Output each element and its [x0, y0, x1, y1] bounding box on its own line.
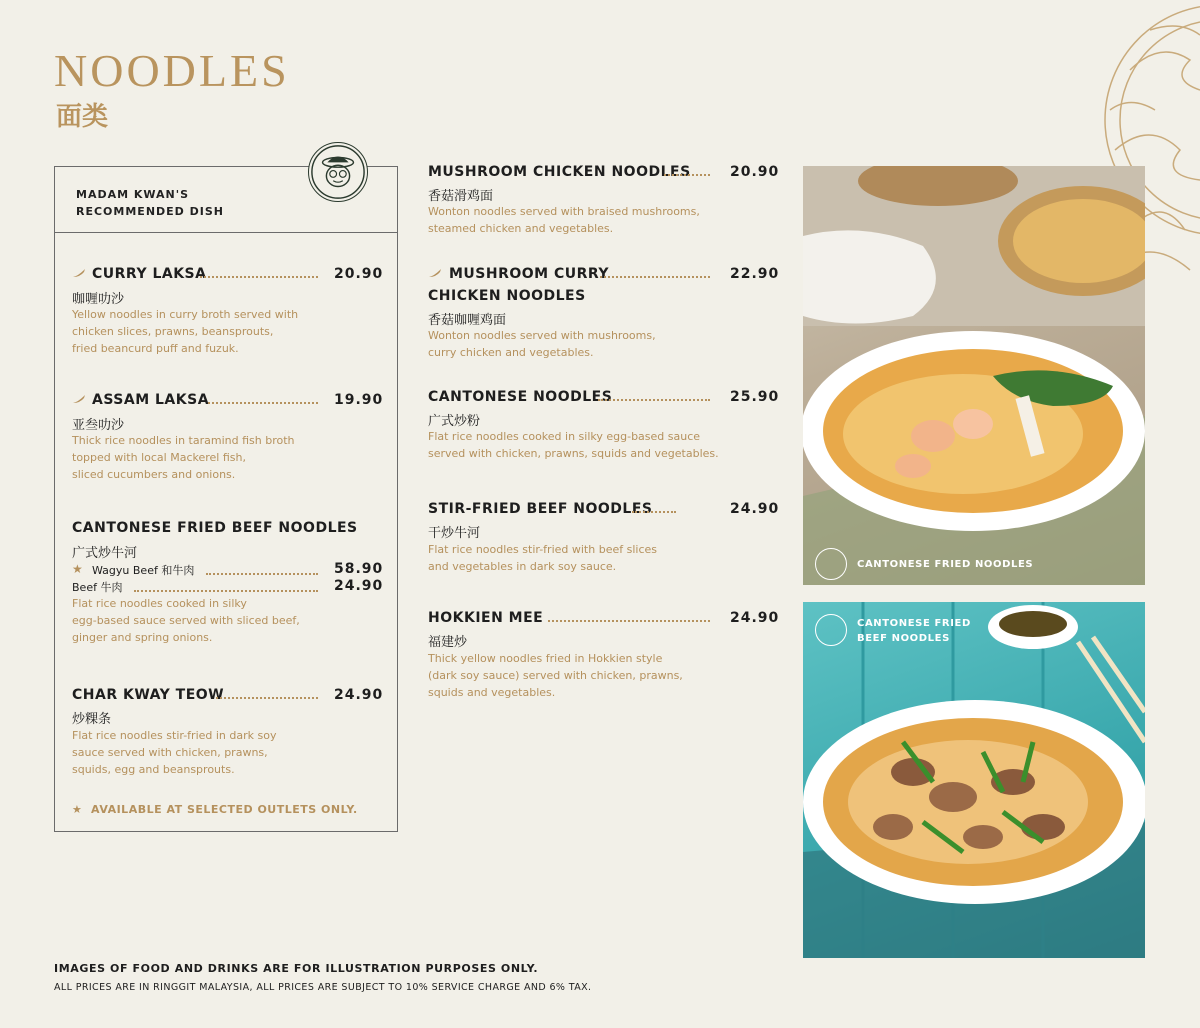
- item-cn-stir-fried-beef: 干炒牛河: [428, 526, 481, 541]
- leader-dots: [208, 402, 318, 404]
- footer-disclaimer: IMAGES OF FOOD AND DRINKS ARE FOR ILLUSTRATION PURPOSES ONLY.: [54, 962, 539, 975]
- photo-cantonese-fried-noodles: [803, 166, 1145, 585]
- item-desc-mushroom-chicken: Wonton noodles served with braised mushrooms, steamed chicken and vegetables.: [428, 205, 700, 235]
- item-name-mushroom-curry-line1: MUSHROOM CURRY: [449, 266, 610, 282]
- food-illustration: [803, 602, 1145, 958]
- item-desc-cantonese-fried-beef: Flat rice noodles cooked in silky egg-based sauce served with sliced beef, ginger and spring onions.: [72, 597, 300, 644]
- option-label-wagyu: Wagyu Beef 和牛肉: [92, 564, 195, 577]
- item-price-char-kway-teow: 24.90: [334, 687, 384, 703]
- star-icon: ★: [72, 803, 83, 816]
- option-label-beef: Beef 牛肉: [72, 581, 123, 594]
- item-name-assam-laksa: ASSAM LAKSA: [92, 392, 210, 408]
- item-name-cantonese-fried-beef: CANTONESE FRIED BEEF NOODLES: [72, 520, 358, 536]
- page-title: NOODLES: [54, 45, 290, 96]
- item-price-curry-laksa: 20.90: [334, 266, 384, 282]
- item-desc-mushroom-curry: Wonton noodles served with mushrooms, curry chicken and vegetables.: [428, 329, 656, 359]
- item-price-hokkien-mee: 24.90: [730, 610, 780, 626]
- item-desc-assam-laksa: Thick rice noodles in taramind fish broth topped with local Mackerel fish, sliced cucumbers and onions.: [72, 434, 295, 481]
- chili-icon: [72, 394, 86, 404]
- option-price-beef: 24.90: [334, 578, 384, 594]
- photo2-caption: CANTONESE FRIED BEEF NOODLES: [857, 618, 971, 644]
- item-desc-curry-laksa: Yellow noodles in curry broth served with chicken slices, prawns, beansprouts, fried beancurd puff and fuzuk.: [72, 308, 299, 355]
- item-name-curry-laksa: CURRY LAKSA: [92, 266, 207, 282]
- mascot-badge-icon: [815, 614, 847, 646]
- item-name-cantonese-noodles: CANTONESE NOODLES: [428, 389, 613, 405]
- item-cn-mushroom-chicken: 香菇滑鸡面: [428, 189, 494, 204]
- item-name-mushroom-curry-line2: CHICKEN NOODLES: [428, 288, 586, 304]
- chili-icon: [428, 268, 442, 278]
- footer-pricing-note: ALL PRICES ARE IN RINGGIT MALAYSIA, ALL PRICES ARE SUBJECT TO 10% SERVICE CHARGE AND 6% TAX.: [54, 982, 592, 993]
- leader-dots: [200, 276, 318, 278]
- item-cn-assam-laksa: 亚叁叻沙: [72, 418, 125, 433]
- leader-dots: [664, 174, 710, 176]
- availability-note: [72, 803, 358, 816]
- photo-cantonese-fried-beef-noodles: [803, 602, 1145, 958]
- item-price-mushroom-curry: 22.90: [730, 266, 780, 282]
- item-cn-cantonese-noodles: 广式炒粉: [428, 414, 481, 429]
- item-cn-mushroom-curry: 香菇咖喱鸡面: [428, 313, 507, 328]
- item-name-hokkien-mee: HOKKIEN MEE: [428, 610, 544, 626]
- recommended-label: [76, 186, 224, 220]
- mascot-badge-icon: [815, 548, 847, 580]
- leader-dots: [598, 399, 710, 401]
- recommended-label-line1: MADAM KWAN'S: [76, 188, 190, 201]
- item-desc-cantonese-noodles: Flat rice noodles cooked in silky egg-based sauce served with chicken, prawns, squids and vegetables.: [428, 430, 719, 460]
- leader-dots: [206, 573, 318, 575]
- leader-dots: [216, 697, 318, 699]
- leader-dots: [600, 276, 710, 278]
- chili-icon: [72, 268, 86, 278]
- item-cn-hokkien-mee: 福建炒: [428, 635, 468, 650]
- page-title-chinese: 面类: [56, 102, 109, 132]
- item-price-stir-fried-beef: 24.90: [730, 501, 780, 517]
- item-price-assam-laksa: 19.90: [334, 392, 384, 408]
- item-cn-cantonese-fried-beef: 广式炒牛河: [72, 546, 138, 561]
- item-cn-char-kway-teow: 炒粿条: [72, 712, 112, 727]
- photo1-caption: CANTONESE FRIED NOODLES: [857, 559, 1034, 570]
- option-price-wagyu: 58.90: [334, 561, 384, 577]
- availability-note-text: AVAILABLE AT SELECTED OUTLETS ONLY.: [91, 803, 358, 816]
- leader-dots: [134, 590, 318, 592]
- item-cn-curry-laksa: 咖喱叻沙: [72, 292, 125, 307]
- item-price-mushroom-chicken: 20.90: [730, 164, 780, 180]
- leader-dots: [632, 511, 676, 513]
- item-name-mushroom-chicken: MUSHROOM CHICKEN NOODLES: [428, 164, 691, 180]
- item-desc-char-kway-teow: Flat rice noodles stir-fried in dark soy sauce served with chicken, prawns, squids, egg and beansprouts.: [72, 729, 277, 776]
- item-price-cantonese-noodles: 25.90: [730, 389, 780, 405]
- food-illustration: [803, 166, 1145, 585]
- recommended-label-line2: RECOMMENDED DISH: [76, 205, 224, 218]
- madam-kwan-mascot-icon: [308, 142, 368, 202]
- item-desc-hokkien-mee: Thick yellow noodles fried in Hokkien style (dark soy sauce) served with chicken, prawns, squids and vegetables.: [428, 652, 683, 699]
- item-desc-stir-fried-beef: Flat rice noodles stir-fried with beef slices and vegetables in dark soy sauce.: [428, 543, 657, 573]
- item-name-stir-fried-beef: STIR-FRIED BEEF NOODLES: [428, 501, 653, 517]
- leader-dots: [548, 620, 710, 622]
- star-icon: ★: [72, 562, 83, 576]
- item-name-char-kway-teow: CHAR KWAY TEOW: [72, 687, 225, 703]
